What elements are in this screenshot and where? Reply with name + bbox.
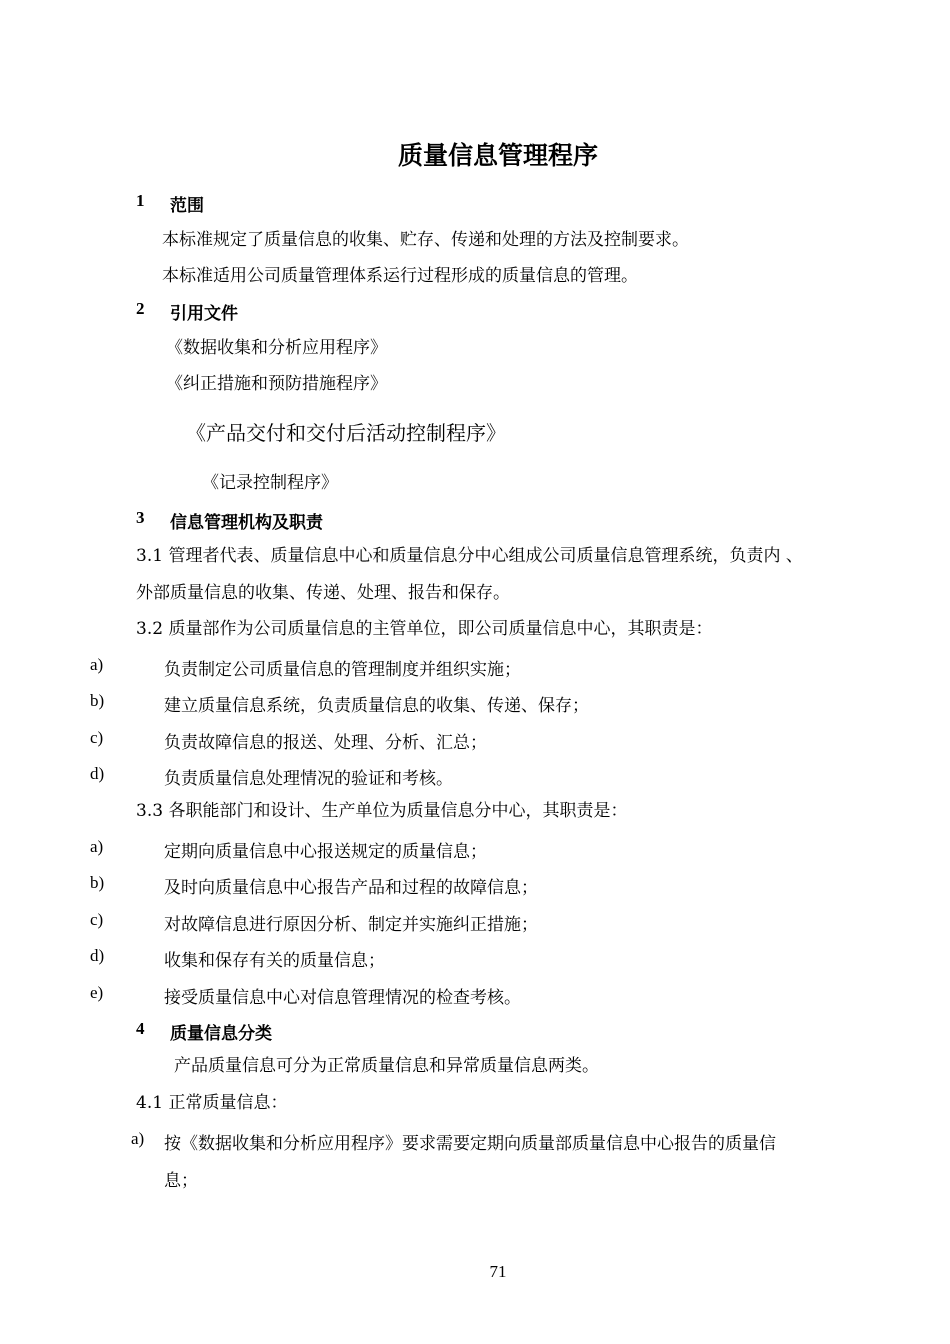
list-text: 接受质量信息中心对信息管理情况的检查考核。 (164, 988, 521, 1008)
list-label: d) (90, 764, 105, 783)
paragraph: 产品质量信息可分为正常质量信息和异常质量信息两类。 (174, 1056, 599, 1076)
paragraph: 外部质量信息的收集、传递、处理、报告和保存。 (136, 583, 510, 603)
list-text-continued: 息； (164, 1171, 198, 1191)
reference-item: 《产品交付和交付后活动控制程序》 (186, 421, 506, 445)
list-text: 负责制定公司质量信息的管理制度并组织实施； (164, 660, 521, 680)
list-label: a) (131, 1129, 145, 1148)
page-number: 71 (489, 1262, 507, 1281)
list-text: 及时向质量信息中心报告产品和过程的故障信息； (164, 878, 538, 898)
list-text: 定期向质量信息中心报送规定的质量信息； (164, 842, 487, 862)
list-label: b) (90, 691, 105, 710)
section-number: 2 (136, 299, 145, 318)
paragraph: 4.1 正常质量信息： (136, 1093, 288, 1113)
reference-item: 《记录控制程序》 (202, 473, 338, 493)
list-label: a) (90, 837, 104, 856)
list-label: a) (90, 655, 104, 674)
page-title: 质量信息管理程序 (397, 141, 598, 170)
section-title: 范围 (170, 196, 204, 216)
reference-item: 《数据收集和分析应用程序》 (166, 338, 387, 358)
list-label: e) (90, 983, 104, 1002)
section-number: 3 (136, 508, 145, 527)
list-label: d) (90, 946, 105, 965)
paragraph: 3.1 管理者代表、质量信息中心和质量信息分中心组成公司质量信息管理系统，负责内 、 (136, 546, 803, 566)
list-text: 按《数据收集和分析应用程序》要求需要定期向质量部质量信息中心报告的质量信 (164, 1134, 776, 1154)
list-label: c) (90, 910, 104, 929)
section-number: 4 (136, 1019, 145, 1038)
list-text: 负责质量信息处理情况的验证和考核。 (164, 769, 453, 789)
section-title: 信息管理机构及职责 (170, 513, 323, 533)
paragraph: 本标准规定了质量信息的收集、贮存、传递和处理的方法及控制要求。 (162, 230, 689, 250)
list-label: b) (90, 873, 105, 892)
list-text: 建立质量信息系统，负责质量信息的收集、传递、保存； (164, 696, 589, 716)
list-label: c) (90, 728, 104, 747)
paragraph: 3.3 各职能部门和设计、生产单位为质量信息分中心，其职责是： (136, 801, 628, 821)
reference-item: 《纠正措施和预防措施程序》 (166, 374, 387, 394)
list-text: 收集和保存有关的质量信息； (164, 951, 385, 971)
section-number: 1 (136, 191, 145, 210)
list-text: 负责故障信息的报送、处理、分析、汇总； (164, 733, 487, 753)
paragraph: 本标准适用公司质量管理体系运行过程形成的质量信息的管理。 (162, 266, 638, 286)
list-text: 对故障信息进行原因分析、制定并实施纠正措施； (164, 915, 538, 935)
paragraph: 3.2 质量部作为公司质量信息的主管单位，即公司质量信息中心，其职责是： (136, 619, 713, 639)
section-title: 引用文件 (170, 304, 238, 324)
section-title: 质量信息分类 (170, 1024, 272, 1044)
